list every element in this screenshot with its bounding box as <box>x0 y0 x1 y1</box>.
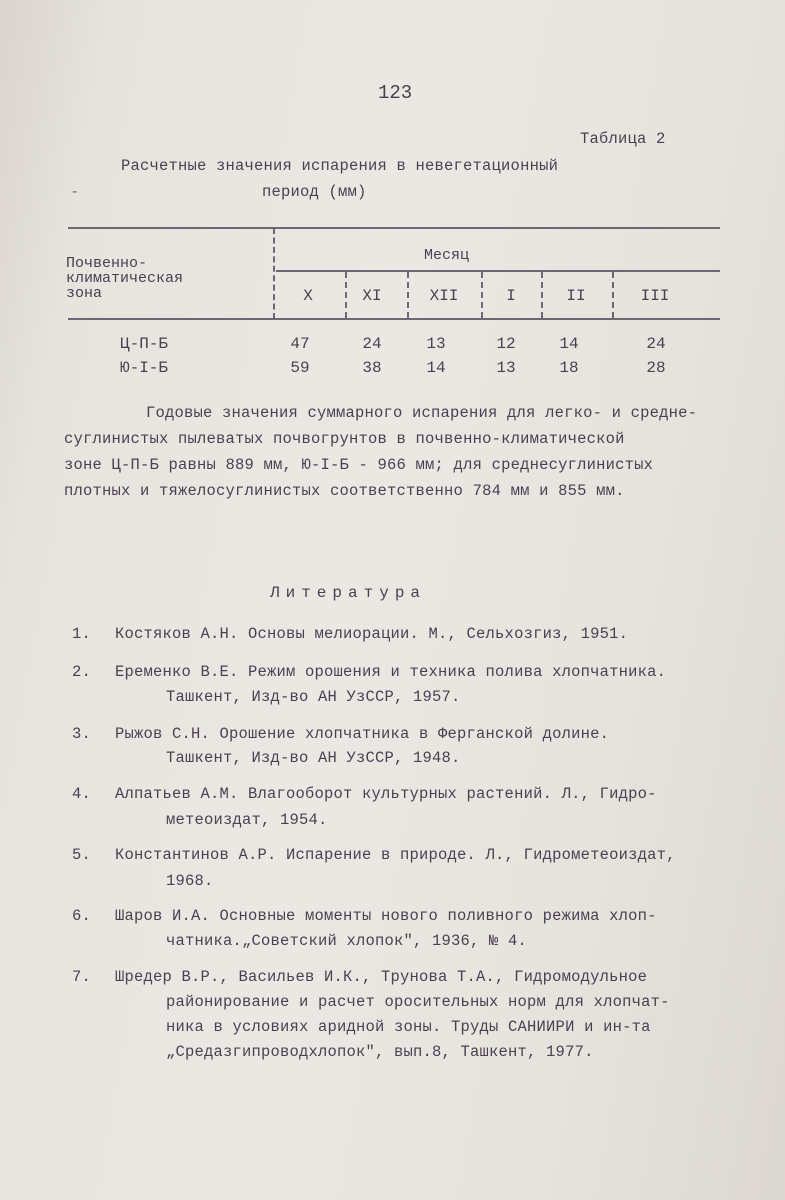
table-cell: 14 <box>426 359 446 377</box>
zone-header: Почвенно- <box>66 255 148 272</box>
reference-number: 6. <box>72 907 92 925</box>
paragraph-line: Годовые значения суммарного испарения для легко- и средне- <box>146 404 698 422</box>
month-group-header: Месяц <box>424 247 470 264</box>
table-cell: 18 <box>559 359 579 377</box>
table-title-continued: период (мм) <box>262 183 367 201</box>
reference-text: Рыжов С.Н. Орошение хлопчатника в Ферганской долине. <box>115 725 610 743</box>
table-title: Расчетные значения испарения в невегетационный <box>121 157 559 175</box>
reference-number: 5. <box>72 846 92 864</box>
month-divider <box>612 272 614 318</box>
table-cell: 28 <box>646 359 666 377</box>
reference-text: 1968. <box>166 872 214 890</box>
month-header: II <box>566 287 586 305</box>
reference-text: Константинов А.Р. Испарение в природе. Л., Гидрометеоиздат, <box>115 846 676 864</box>
month-divider <box>407 272 409 318</box>
reference-text: чатника.„Советский хлопок", 1936, № 4. <box>166 932 528 950</box>
month-header: XI <box>362 287 382 305</box>
table-cell: 13 <box>426 335 446 353</box>
reference-number: 2. <box>72 663 92 681</box>
reference-number: 1. <box>72 625 92 643</box>
reference-text: метеоиздат, 1954. <box>166 811 328 829</box>
table-top-rule <box>68 227 720 229</box>
reference-number: 3. <box>72 725 92 743</box>
reference-text: Алпатьев А.М. Влагооборот культурных растений. Л., Гидро- <box>115 785 657 803</box>
literature-heading: Литература <box>270 584 427 602</box>
reference-text: Ташкент, Изд-во АН УзССР, 1957. <box>166 688 461 706</box>
table-label: Таблица 2 <box>580 130 666 148</box>
reference-text: ника в условиях аридной зоны. Труды САНИИРИ и ин-та <box>166 1018 651 1036</box>
paragraph-line: суглинистых пылеватых почвогрунтов в почвенно-климатической <box>64 430 625 448</box>
reference-text: Еременко В.Е. Режим орошения и техника полива хлопчатника. <box>115 663 667 681</box>
month-header: I <box>506 287 516 305</box>
reference-text: Ташкент, Изд-во АН УзССР, 1948. <box>166 749 461 767</box>
paragraph-line: плотных и тяжелосуглинистых соответственно 784 мм и 855 мм. <box>64 482 625 500</box>
reference-text: районирование и расчет оросительных норм для хлопчат- <box>166 993 670 1011</box>
table-cell: 24 <box>362 335 382 353</box>
table-cell: 13 <box>496 359 516 377</box>
month-divider <box>481 272 483 318</box>
page-number: 123 <box>378 82 413 104</box>
month-header: X <box>303 287 313 305</box>
month-divider <box>345 272 347 318</box>
table-cell: 38 <box>362 359 382 377</box>
reference-text: „Средазгипроводхлопок", вып.8, Ташкент, 1977. <box>166 1043 594 1061</box>
row-zone-label: Ю-I-Б <box>120 359 169 377</box>
table-cell: 59 <box>290 359 310 377</box>
row-zone-label: Ц-П-Б <box>120 335 169 353</box>
reference-text: Костяков А.Н. Основы мелиорации. М., Сельхозгиз, 1951. <box>115 625 629 643</box>
reference-number: 4. <box>72 785 92 803</box>
month-header: III <box>640 287 670 305</box>
reference-text: Шаров И.А. Основные моменты нового поливного режима хлоп- <box>115 907 657 925</box>
table-cell: 47 <box>290 335 310 353</box>
header-bottom-rule <box>68 318 720 320</box>
zone-column-divider <box>273 228 275 319</box>
reference-number: 7. <box>72 968 92 986</box>
month-divider <box>541 272 543 318</box>
table-cell: 24 <box>646 335 666 353</box>
paragraph-line: зоне Ц-П-Б равны 889 мм, Ю-I-Б - 966 мм; для среднесуглинистых <box>64 456 654 474</box>
stray-mark: - <box>70 183 80 201</box>
reference-text: Шредер В.Р., Васильев И.К., Трунова Т.А., Гидромодульное <box>115 968 648 986</box>
zone-header: климатическая <box>66 270 184 287</box>
table-cell: 12 <box>496 335 516 353</box>
zone-header: зона <box>66 285 103 302</box>
month-header: XII <box>429 287 459 305</box>
table-cell: 14 <box>559 335 579 353</box>
month-subheader-rule <box>276 270 720 272</box>
